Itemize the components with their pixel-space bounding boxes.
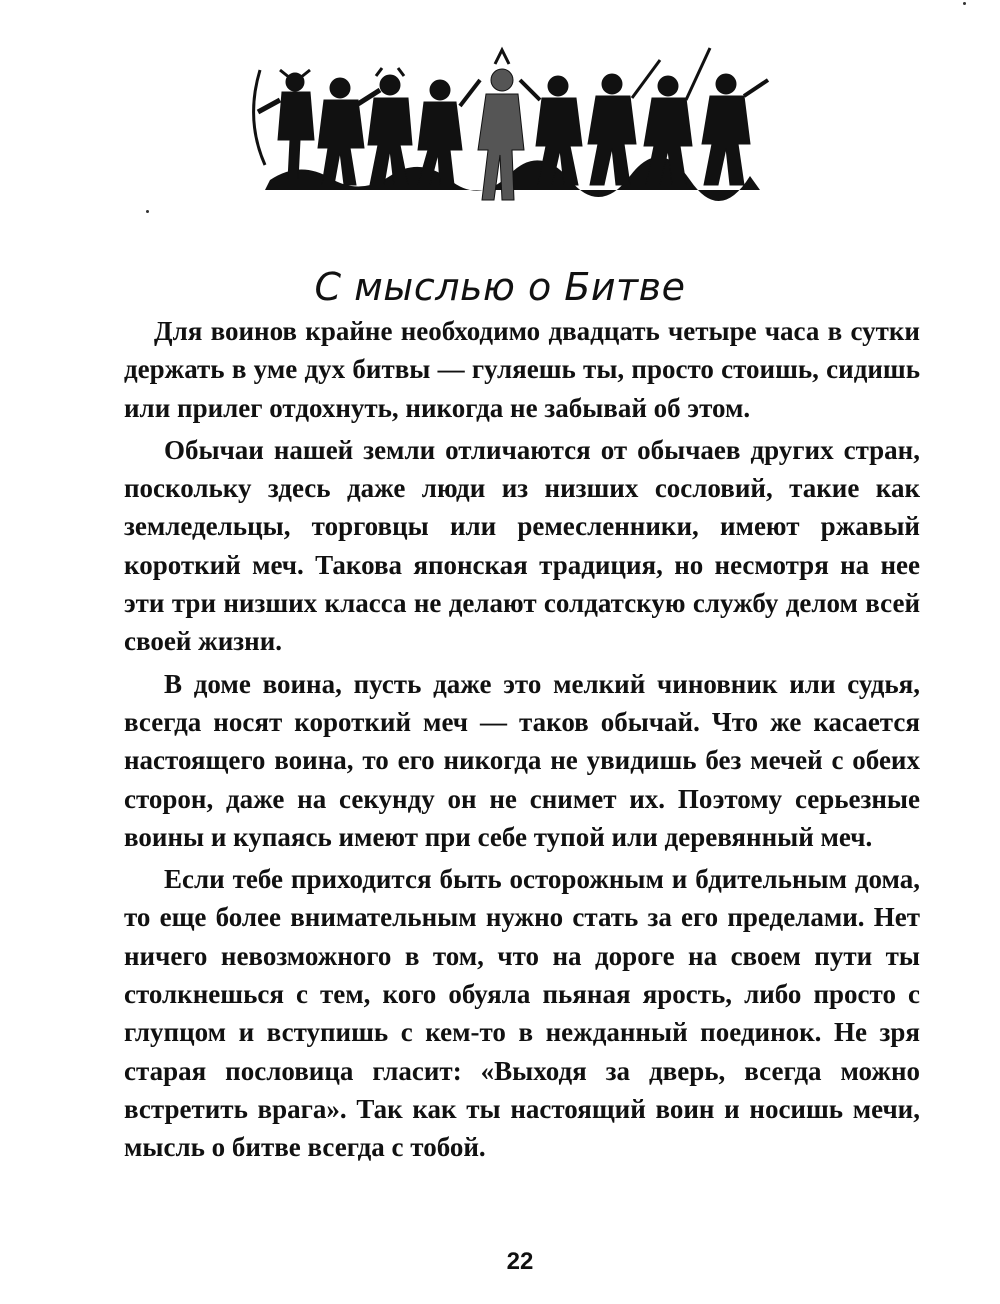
paragraph: В доме воина, пусть даже это мелкий чиновник или судья, всегда носят короткий меч — таков обычай. Что же касается настоящего воина, то его никогда не увидишь без мечей с обеих сторон, даже на секунду он не снимет их. Поэтому серьезные воины и купаясь имеют при себе тупой или деревянный меч.	[124, 668, 920, 852]
paragraph: Обычаи нашей земли отличаются от обычаев других стран, поскольку здесь даже люди из низших сословий, такие как земледельцы, торговцы или ремесленники, имеют ржавый короткий меч. Такова японская традиция, но несмотря на нее эти три низших класса не делают солдатскую службу делом всей своей жизни.	[124, 434, 920, 657]
page-speck	[146, 210, 149, 213]
samurai-warriors-illustration	[240, 40, 790, 220]
chapter-title: С мыслью о Битве	[314, 265, 686, 310]
paragraph: Если тебе приходится быть осторожным и бдительным дома, то еще более внимательным нужно стать за его пределами. Нет ничего невозможного в том, что на дороге на своем пути ты столкнешься с тем, кого обуяла пьяная ярость, либо просто с глупцом и вступишь с кем-то в нежданный поединок. Не зря старая пословица гласит: «Выходя за дверь, всегда можно встретить врага». Так как ты настоящий воин и носишь мечи, мысль о битве всегда с тобой.	[124, 864, 920, 1163]
paragraph: Для воинов крайне необходимо двадцать четыре часа в сутки держать в уме дух битвы — гуляешь ты, просто стоишь, сидишь или прилег отдохнуть, никогда не забывай об этом.	[124, 316, 920, 423]
chapter-body	[124, 312, 920, 1171]
page-speck	[963, 2, 966, 5]
page-number: 22	[506, 1248, 534, 1275]
